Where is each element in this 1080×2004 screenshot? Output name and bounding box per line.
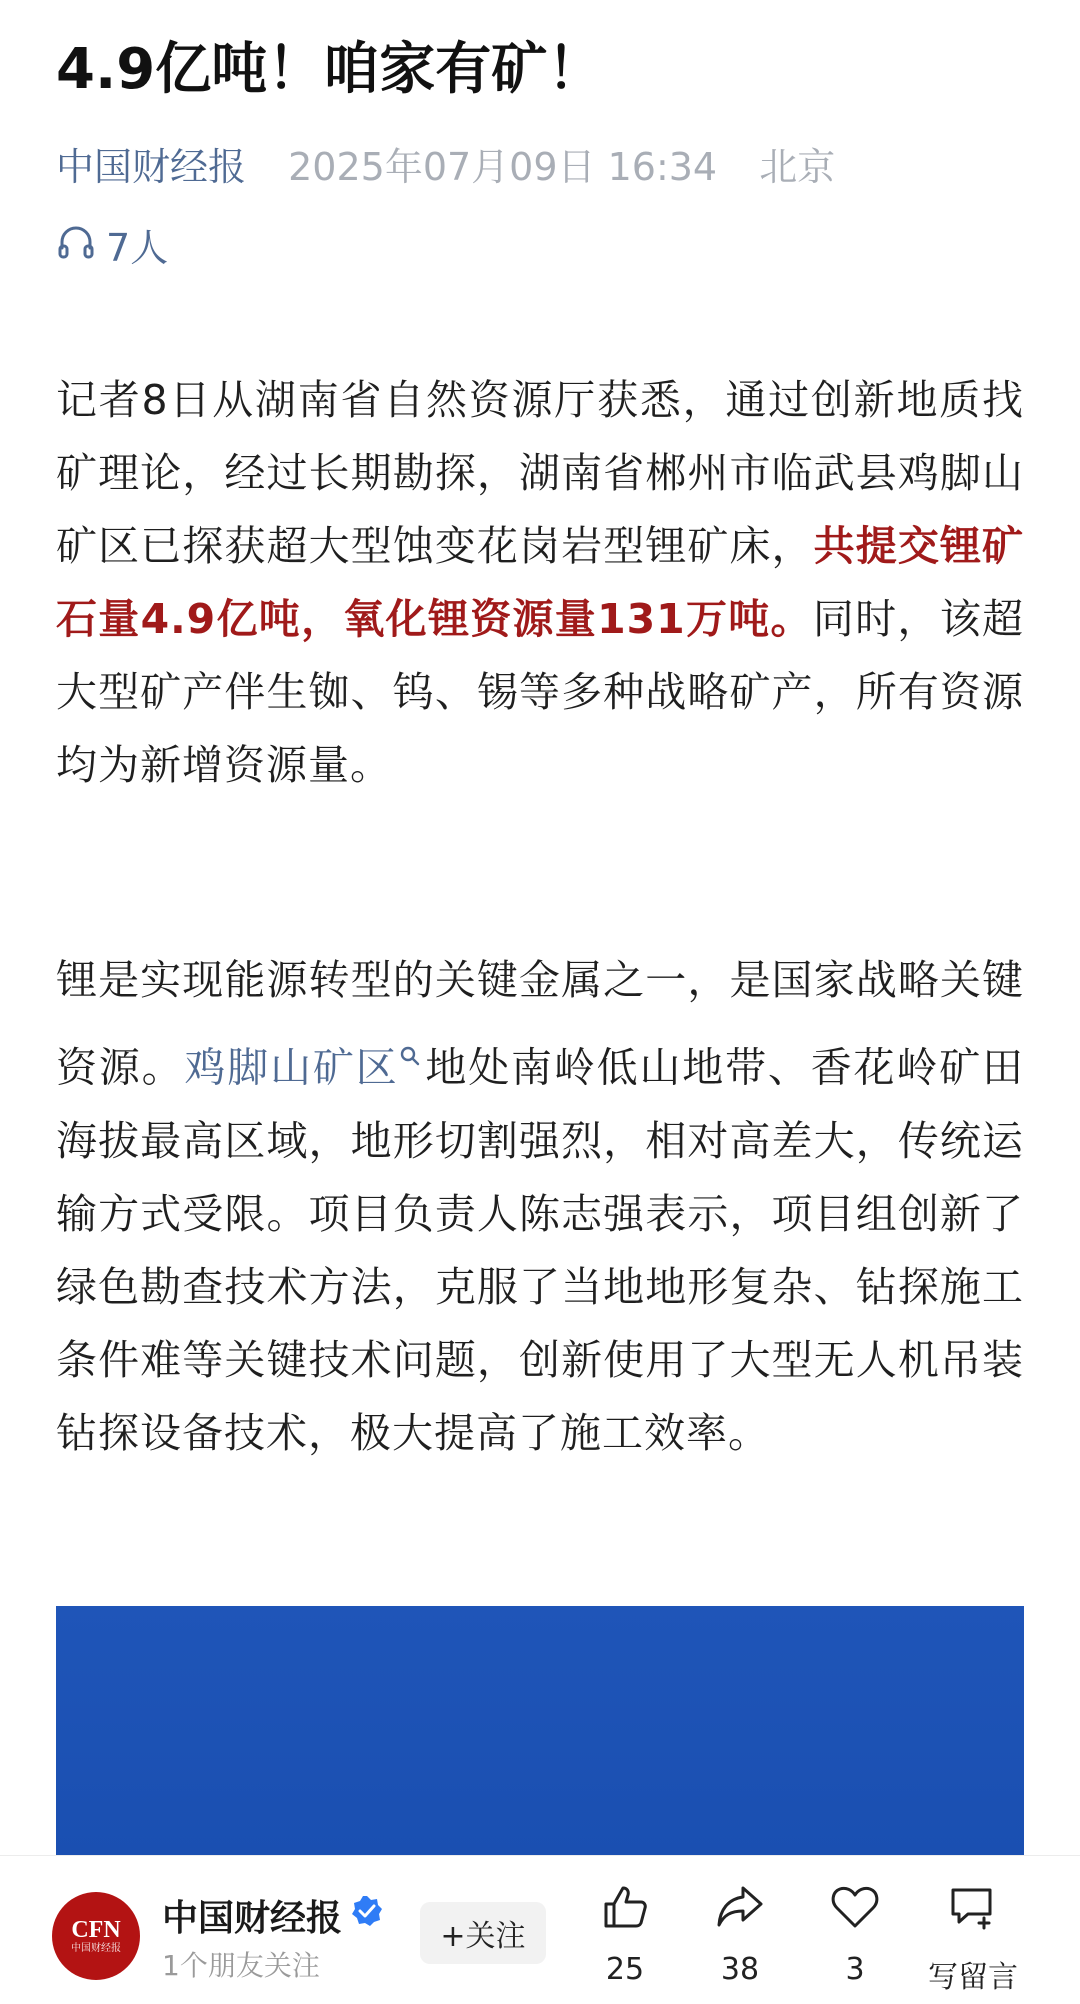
favorite-count: 3 bbox=[845, 1952, 865, 1987]
thumb-up-icon bbox=[598, 1880, 652, 1938]
share-count: 38 bbox=[720, 1952, 760, 1987]
listener-count: 7人 bbox=[106, 226, 169, 270]
paragraph-2 bbox=[56, 944, 1024, 1470]
paragraph-2-text-b: 地处南岭低山地带、香花岭矿田海拔最高区域，地形切割强烈，相对高差大，传统运输方式受限。项目负责人陈志强表示，项目组创新了绿色勘查技术方法，克服了当地地形复杂、钻探施工条件难等关键技术问题，创新使用了大型无人机吊装钻探设备技术，极大提高了施工效率。 bbox=[56, 1043, 1025, 1457]
paragraph-1 bbox=[56, 364, 1024, 802]
mine-area-link[interactable]: 鸡脚山矿区 bbox=[184, 1043, 399, 1092]
paragraph-1-text-a: 记者8日从湖南省自然资源厅获悉，通过创新地质找矿理论，经过长期勘探，湖南省郴州市临武县鸡脚山矿区已探获超大型蚀变花岗岩型锂矿床， bbox=[56, 376, 1024, 570]
comment-icon bbox=[946, 1880, 1000, 1938]
search-icon[interactable] bbox=[399, 1017, 421, 1039]
comment-label: 写留言 bbox=[928, 1960, 1018, 1995]
author-name-text: 中国财经报 bbox=[162, 1898, 343, 1939]
listen-count[interactable] bbox=[56, 222, 168, 274]
heart-icon bbox=[828, 1880, 882, 1938]
headphone-icon bbox=[56, 222, 106, 274]
source-link[interactable]: 中国财经报 bbox=[56, 145, 247, 189]
article-title: 4.9亿吨！咱家有矿！ bbox=[56, 37, 604, 102]
share-button[interactable] bbox=[685, 1880, 795, 1987]
avatar-logo-sub: 中国财经报 bbox=[71, 1943, 121, 1954]
publish-date: 2025年07月09日 16:34 bbox=[288, 145, 718, 189]
publish-location: 北京 bbox=[759, 145, 836, 189]
comment-button[interactable] bbox=[918, 1880, 1028, 1996]
verified-icon bbox=[342, 1894, 384, 1937]
author-name[interactable] bbox=[162, 1890, 384, 1941]
avatar-logo: CFN bbox=[71, 1917, 121, 1943]
like-count: 25 bbox=[605, 1952, 645, 1987]
avatar[interactable] bbox=[52, 1892, 140, 1980]
article-meta bbox=[56, 142, 835, 192]
paragraph-2-text-a: 锂是实现能源转型的关键金属之一，是国家战略关键资源。 bbox=[56, 956, 1024, 1092]
friend-followers: 1个朋友关注 bbox=[162, 1949, 320, 1982]
share-icon bbox=[713, 1880, 767, 1938]
paragraph-1-highlight: 共提交锂矿石量4.9亿吨，氧化锂资源量131万吨。 bbox=[56, 522, 1025, 643]
paragraph-1-text-b: 同时，该超大型矿产伴生铷、钨、锡等多种战略矿产，所有资源均为新增资源量。 bbox=[56, 595, 1024, 789]
article-image[interactable] bbox=[56, 1606, 1024, 1856]
favorite-button[interactable] bbox=[800, 1880, 910, 1987]
follow-button[interactable]: +关注 bbox=[420, 1902, 546, 1964]
like-button[interactable] bbox=[570, 1880, 680, 1987]
bottom-action-bar bbox=[0, 1855, 1080, 2004]
